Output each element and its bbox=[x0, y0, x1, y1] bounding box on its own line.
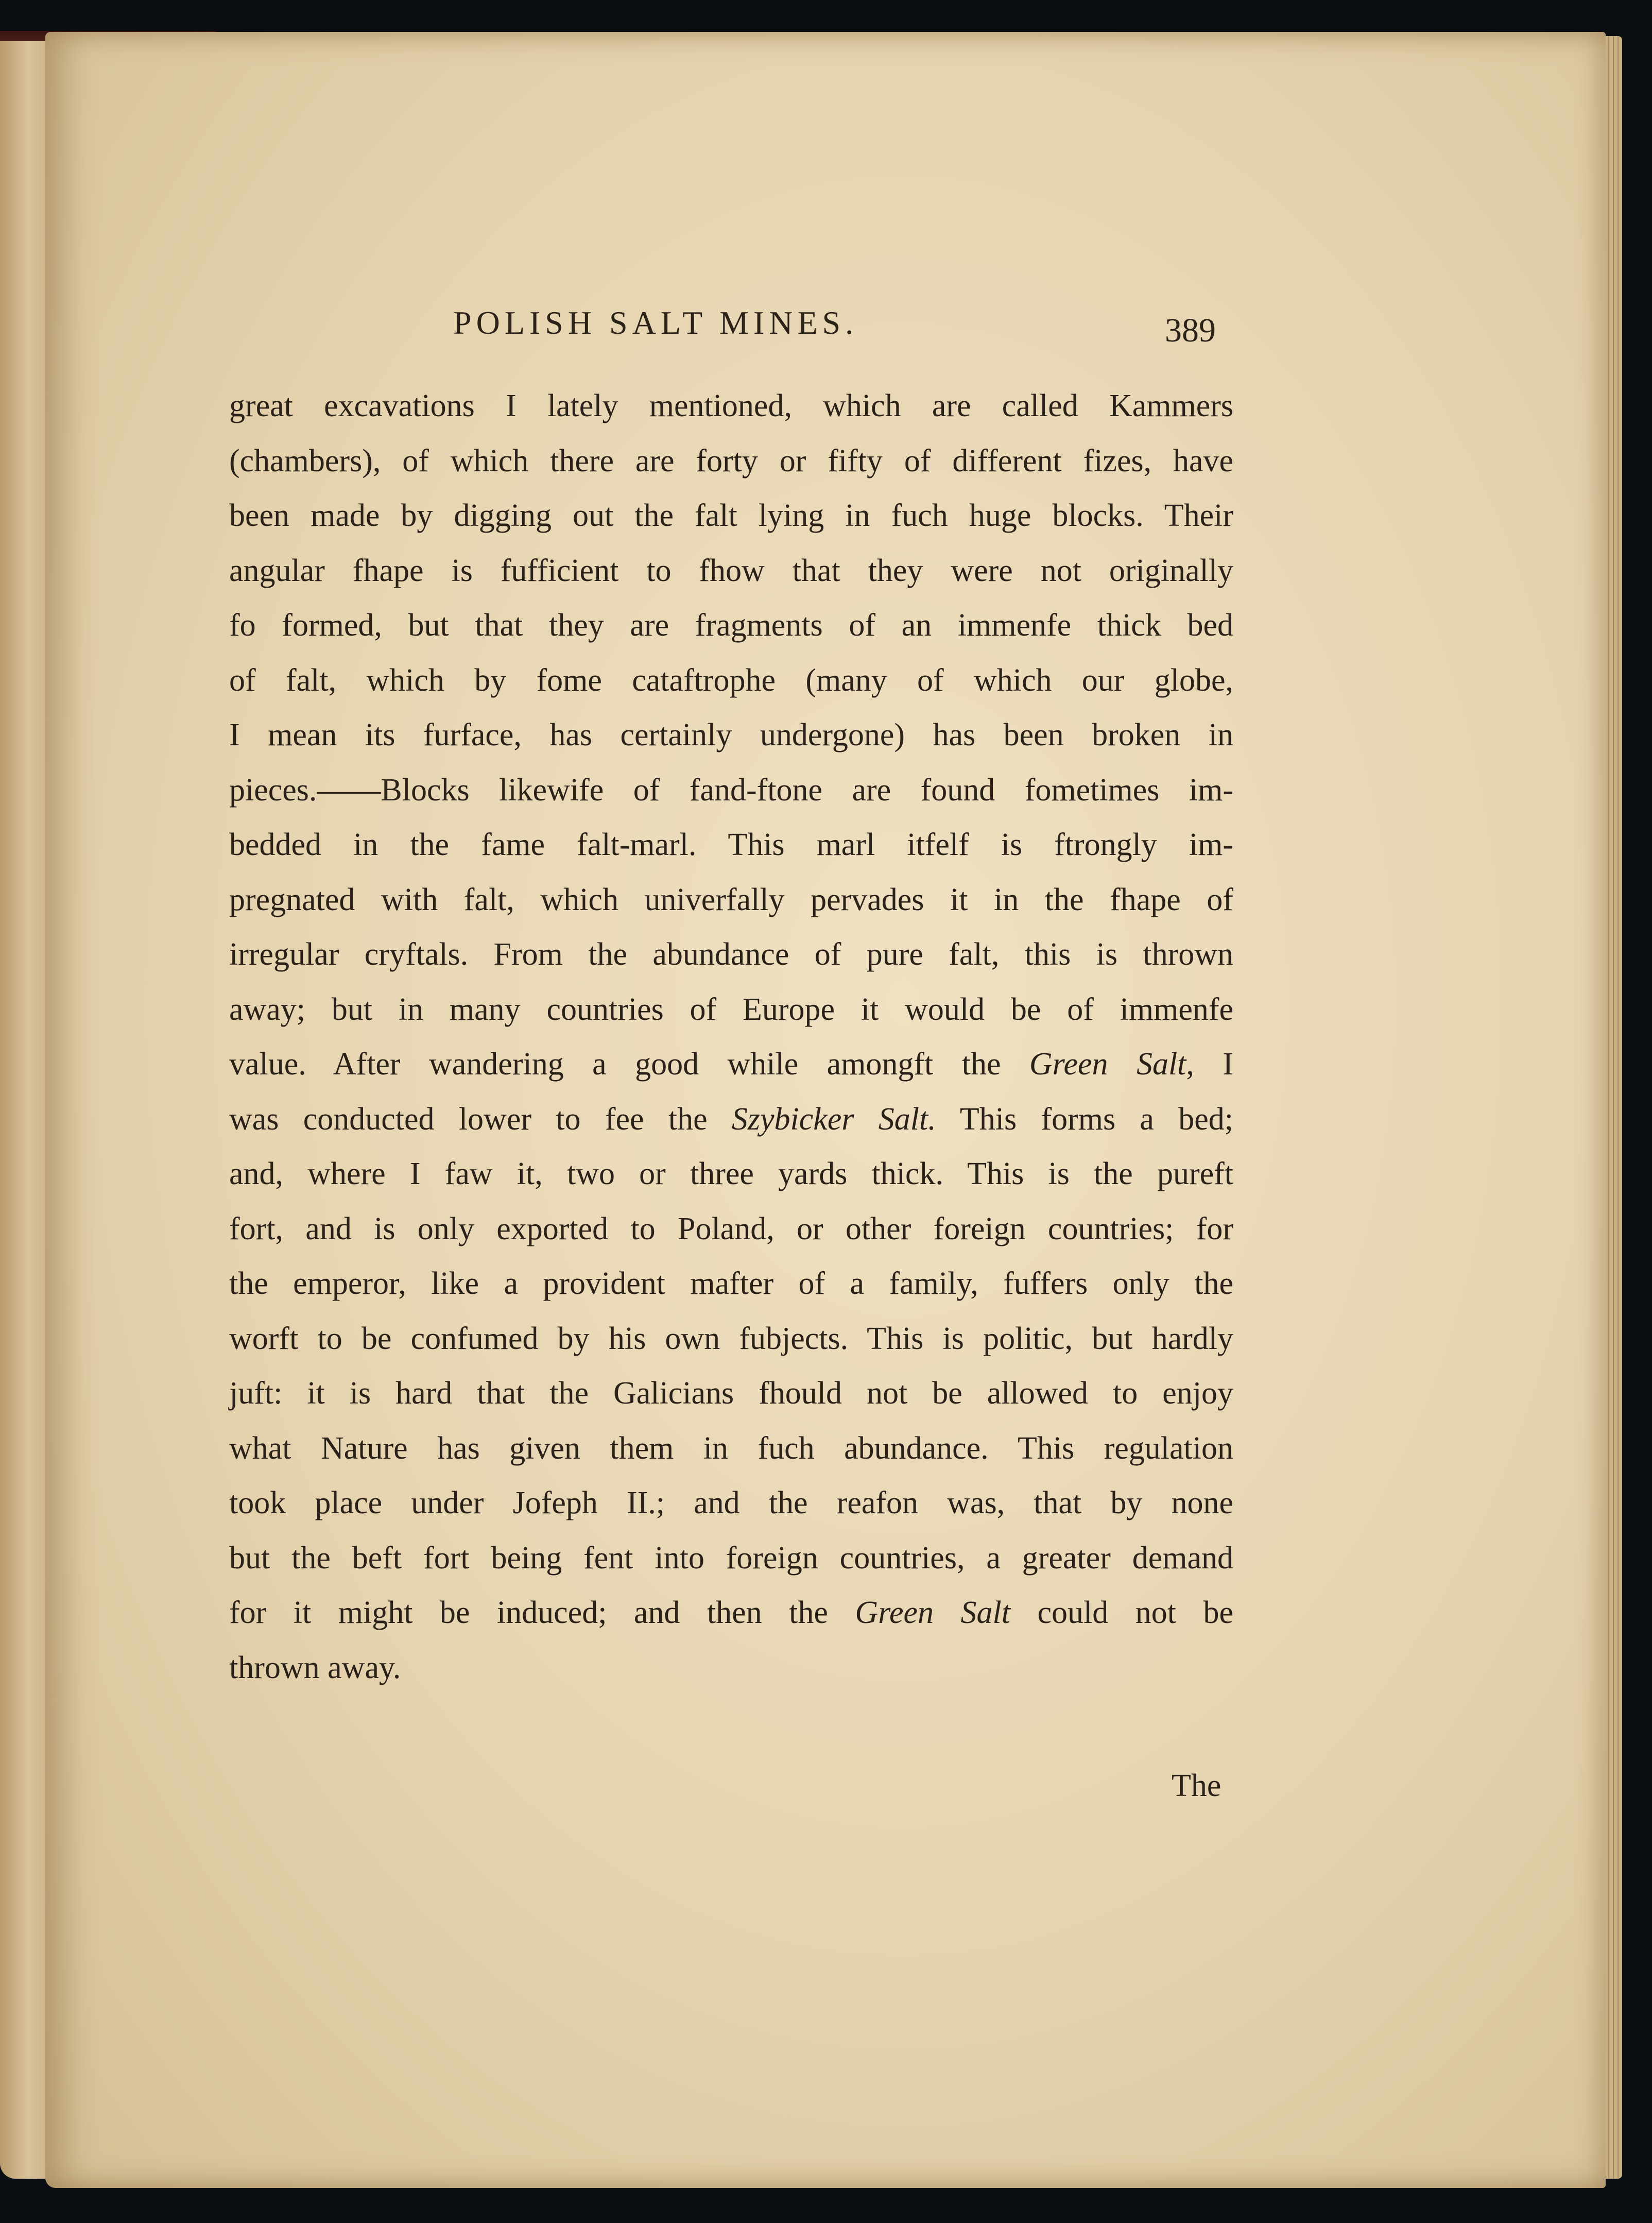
text-line: been made by digging out the falt lying in fuch huge blocks. Their bbox=[229, 498, 1233, 533]
text-line: pregnated with falt, which univerfally pervades it in the fhape of bbox=[229, 882, 1233, 917]
text-line: took place under Jofeph II.; and the reafon was, that by none bbox=[229, 1485, 1233, 1520]
text-line: I mean its furface, has certainly undergone) has been broken in bbox=[229, 717, 1233, 753]
text-line: worft to be confumed by his own fubjects. This is politic, but hardly bbox=[229, 1321, 1233, 1356]
text-line: away; but in many countries of Europe it would be of immenfe bbox=[229, 991, 1233, 1027]
text-line: of falt, which by fome cataftrophe (many of which our globe, bbox=[229, 662, 1233, 698]
text-line: angular fhape is fufficient to fhow that they were not originally bbox=[229, 553, 1233, 588]
page-number: 389 bbox=[1165, 312, 1216, 349]
text-line: (chambers), of which there are forty or fifty of different fizes, have bbox=[229, 443, 1233, 478]
text-line: pieces.——Blocks likewife of fand-ftone are found fometimes im- bbox=[229, 772, 1233, 808]
facing-page-edge bbox=[0, 41, 47, 2179]
text-line: irregular cryftals. From the abundance of pure falt, this is thrown bbox=[229, 937, 1233, 972]
text-line: fo formed, but that they are fragments of an immenfe thick bed bbox=[229, 608, 1233, 643]
text-segment: for it might be induced; and then the bbox=[229, 1595, 855, 1630]
text-line: but the beft fort being fent into foreign countries, a greater demand bbox=[229, 1540, 1233, 1576]
text-line: bedded in the fame falt-marl. This marl itfelf is ftrongly im- bbox=[229, 827, 1233, 862]
running-head: POLISH SALT MINES. bbox=[453, 304, 858, 341]
body-text bbox=[229, 379, 1233, 1695]
italic-term: Green Salt bbox=[855, 1595, 1011, 1630]
text-segment: was conducted lower to fee the bbox=[229, 1101, 732, 1137]
text-segment: value. After wandering a good while amongft the bbox=[229, 1047, 1029, 1082]
text-segment: could not be bbox=[1010, 1595, 1233, 1630]
text-line: juft: it is hard that the Galicians fhould not be allowed to enjoy bbox=[229, 1376, 1233, 1411]
italic-term: Szybicker Salt. bbox=[731, 1101, 936, 1137]
text-line: what Nature has given them in fuch abundance. This regulation bbox=[229, 1430, 1233, 1466]
text-line: thrown away. bbox=[229, 1650, 401, 1685]
text-segment: This forms a bed; bbox=[936, 1101, 1233, 1137]
text-line bbox=[229, 1585, 1233, 1640]
text-line bbox=[229, 1037, 1233, 1092]
text-segment: , I bbox=[1186, 1047, 1233, 1082]
text-line: fort, and is only exported to Poland, or other foreign countries; for bbox=[229, 1211, 1233, 1246]
text-line: the emperor, like a provident mafter of a family, fuffers only the bbox=[229, 1266, 1233, 1301]
italic-term: Green Salt bbox=[1029, 1047, 1186, 1082]
text-line: great excavations I lately mentioned, which are called Kammers bbox=[229, 388, 1233, 423]
catchword: The bbox=[1172, 1768, 1221, 1803]
text-line bbox=[229, 1092, 1233, 1147]
text-line: and, where I faw it, two or three yards thick. This is the pureft bbox=[229, 1156, 1233, 1191]
